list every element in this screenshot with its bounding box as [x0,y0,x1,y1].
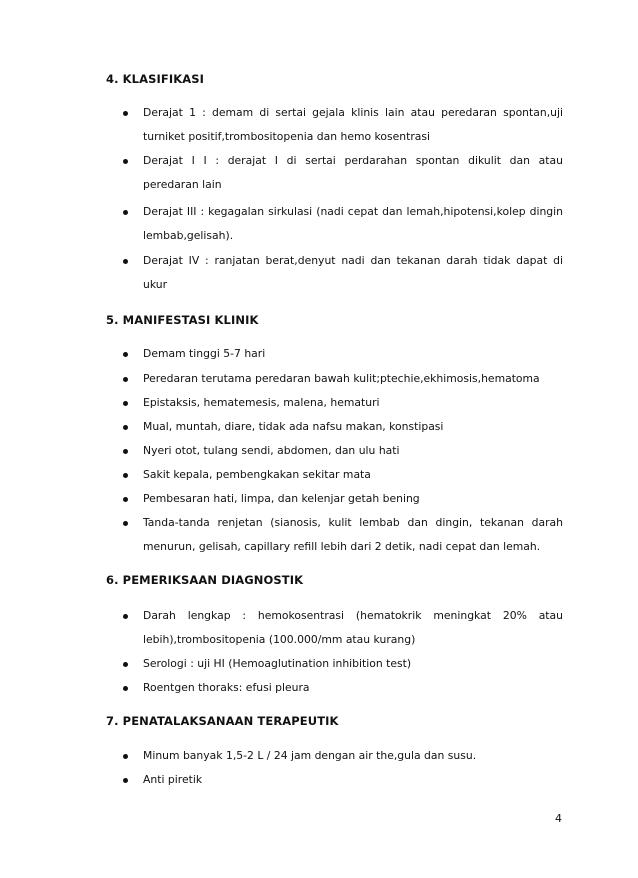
list-item: Epistaksis, hematemesis, malena, hematuri [143,391,563,415]
bullet-icon [123,521,128,526]
list-item: Serologi : uji HI (Hemoaglutination inhibition test) [143,652,563,676]
bullet-icon [123,778,128,783]
bullet-icon [123,614,128,619]
section-heading-klasifikasi: 4. KLASIFIKASI [106,72,204,86]
bullet-icon [123,401,128,406]
list-item: Demam tinggi 5-7 hari [143,342,563,366]
list-item: Peredaran terutama peredaran bawah kulit;ptechie,ekhimosis,hematoma [143,367,563,391]
list-item: Roentgen thoraks: efusi pleura [143,676,563,700]
section-heading-pemeriksaan-diagnostik: 6. PEMERIKSAAN DIAGNOSTIK [106,573,304,587]
list-item: Mual, muntah, diare, tidak ada nafsu makan, konstipasi [143,415,563,439]
list-item: Derajat III : kegagalan sirkulasi (nadi cepat dan lemah,hipotensi,kolep dingin lembab,gelisah). [143,200,563,248]
list-item: Derajat I I : derajat I di sertai perdarahan spontan dikulit dan atau peredaran lain [143,149,563,197]
list-item: Sakit kepala, pembengkakan sekitar mata [143,463,563,487]
section-heading-manifestasi-klinik: 5. MANIFESTASI KLINIK [106,313,259,327]
list-item: Minum banyak 1,5-2 L / 24 jam dengan air the,gula dan susu. [143,744,563,768]
list-item: Darah lengkap : hemokosentrasi (hematokrik meningkat 20% atau lebih),trombositopenia (100.000/mm atau kurang) [143,604,563,652]
bullet-icon [123,473,128,478]
list-item: Nyeri otot, tulang sendi, abdomen, dan ulu hati [143,439,563,463]
bullet-icon [123,210,128,215]
bullet-icon [123,686,128,691]
page-number: 4 [555,812,562,825]
list-item: Derajat 1 : demam di sertai gejala klinis lain atau peredaran spontan,uji turniket positif,trombositopenia dan hemo kosentrasi [143,101,563,149]
bullet-icon [123,352,128,357]
list-item: Pembesaran hati, limpa, dan kelenjar getah bening [143,487,563,511]
bullet-icon [123,111,128,116]
list-item: Anti piretik [143,768,563,792]
bullet-icon [123,662,128,667]
bullet-icon [123,425,128,430]
bullet-icon [123,259,128,264]
list-item: Derajat IV : ranjatan berat,denyut nadi dan tekanan darah tidak dapat di ukur [143,249,563,297]
list-item: Tanda-tanda renjetan (sianosis, kulit lembab dan dingin, tekanan darah menurun, gelisah, capillary refill lebih dari 2 detik, nadi cepat dan lemah. [143,511,563,559]
bullet-icon [123,497,128,502]
section-heading-penatalaksanaan-terapeutik: 7. PENATALAKSANAAN TERAPEUTIK [106,714,339,728]
bullet-icon [123,449,128,454]
bullet-icon [123,754,128,759]
bullet-icon [123,377,128,382]
bullet-icon [123,159,128,164]
